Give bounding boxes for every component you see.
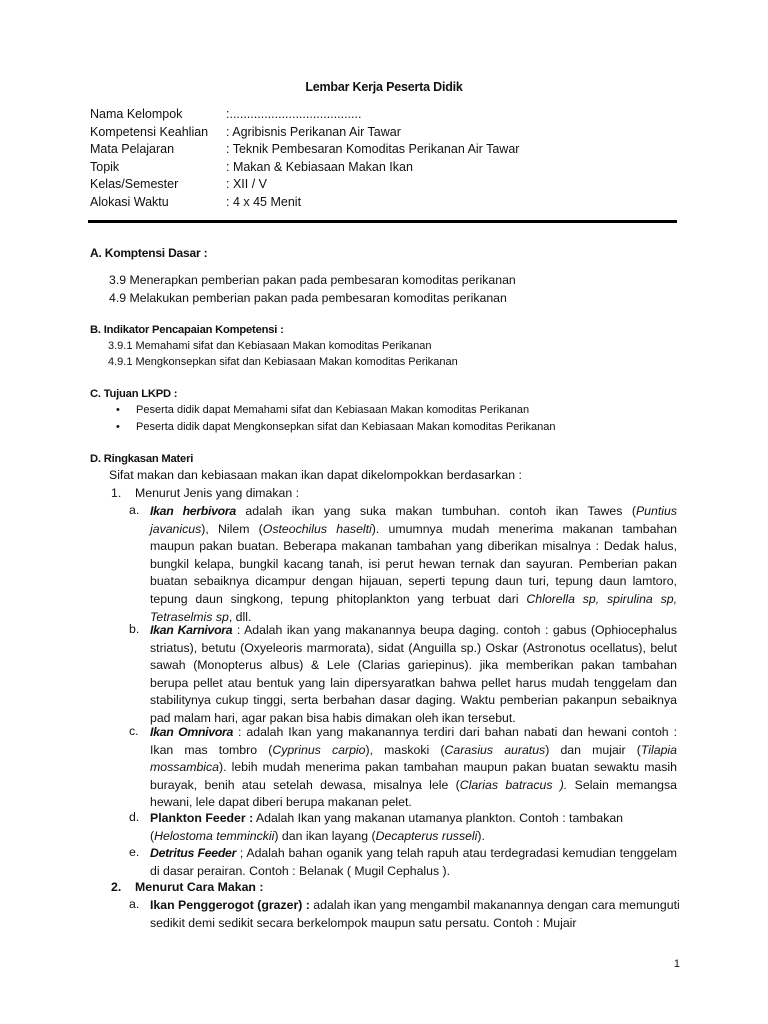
info-value: :...................................... [226, 107, 362, 121]
text-run: pad malam hari, agar pakan bisa habis dimakan oleh ikan tersebut. [150, 710, 516, 725]
text-run: ( [150, 828, 155, 843]
term-grazer: Ikan Penggerogot (grazer) : [150, 898, 310, 912]
page-title: Lembar Kerja Peserta Didik [305, 80, 463, 94]
text-run: , dll. [228, 609, 252, 624]
competency-item: 3.9 Menerapkan pemberian pakan pada pembesaran komoditas perikanan [109, 273, 516, 287]
info-label: Mata Pelajaran [90, 142, 175, 157]
page-number: 1 [673, 958, 680, 970]
section-d-intro: Sifat makan dan kebiasaan makan ikan dapat dikelompokkan berdasarkan : [109, 468, 522, 482]
group-2-title: Menurut Cara Makan : [135, 880, 264, 894]
herbivora-paragraph [150, 503, 677, 626]
text-run: Puntius [635, 504, 677, 518]
text-run: Helostoma temminckii [154, 828, 275, 843]
text-run: ), maskoki ( [365, 742, 445, 757]
section-c-heading: C. Tujuan LKPD : [90, 388, 178, 400]
info-value: : Teknik Pembesaran Komoditas Perikanan Air Tawar [226, 142, 520, 157]
text-run: striatus), betutu (Oxyeleoris marmorata), sidat (Anguilla sp.) Oskar (Astronotus ocellatus), belut [150, 640, 677, 655]
text-run: adalah ikan yang mengambil makanannya dengan cara memunguti [309, 898, 680, 912]
text-run: sawah (Monopterus albus) & Lele (Clarias gariepinus). jika memberikan pakan tambahan [150, 658, 677, 673]
text-run: Selain memangsa [567, 777, 678, 792]
text-run: javanicus [150, 521, 202, 536]
plankton-paragraph [150, 810, 677, 845]
text-run: maupun pakan buatan. Beberapa makanan tambahan yang diberikan misalnya : Dedak halus, [150, 539, 677, 554]
text-run: ), Nilem ( [201, 521, 263, 536]
info-value: : 4 x 45 Menit [226, 194, 302, 209]
text-run: bungkil kelapa, bungkil kacang tanah, isi perut hewan ternak dan sayuran. Pemberian pakan [150, 556, 677, 571]
info-row [90, 159, 519, 177]
info-row [90, 176, 519, 194]
text-run: Tetraselmis sp [150, 609, 229, 624]
info-value: : Makan & Kebiasaan Makan Ikan [226, 159, 413, 174]
info-row [90, 194, 519, 212]
text-run: : adalah Ikan yang makanannya terdiri dari bahan nabati dan hewani contoh : [233, 725, 677, 739]
info-label: Kompetensi Keahlian [90, 124, 209, 139]
info-label: Kelas/Semester [90, 177, 179, 192]
identity-table [90, 106, 519, 212]
info-label: Topik [90, 159, 120, 174]
text-run: ) dan ikan layang ( [274, 828, 376, 843]
term-herbivora: Ikan herbivora [150, 504, 236, 518]
header-divider [88, 220, 677, 223]
text-run: Ikan mas tombro ( [150, 742, 273, 757]
objective-text: Peserta didik dapat Mengkonsepkan sifat dan Kebiasaan Makan komoditas Perikanan [136, 421, 556, 433]
item-marker: d. [129, 810, 140, 824]
indicator-item: 3.9.1 Memahami sifat dan Kebiasaan Makan komoditas Perikanan [108, 340, 432, 352]
text-run: : Adalah ikan yang makanannya beupa daging. contoh : gabus (Ophiocephalus [232, 623, 678, 637]
text-run: burayak, benih atau setelah dewasa, misalnya lele ( [150, 777, 460, 792]
group-2-marker: 2. [111, 880, 122, 894]
text-run: Decapterus russeli [375, 828, 478, 843]
info-row [90, 141, 519, 159]
text-run: stabilitynya cukup tinggi, serta berbahan dasar daging. Waktu pemberian pakanpun sebaiknya [150, 693, 677, 708]
term-karnivora: Ikan Karnivora [150, 623, 233, 637]
section-d-heading: D. Ringkasan Materi [90, 453, 194, 465]
text-run: buatan sebaiknya dicampur dengan hijauan, seperti tepung daun turi, tepung daun lamtoro, [150, 574, 677, 589]
info-row [90, 106, 519, 124]
competency-item: 4.9 Melakukan pemberian pakan pada pembesaran komoditas perikanan [109, 291, 507, 305]
detritus-paragraph [150, 845, 677, 880]
item-marker: c. [129, 724, 139, 738]
objective-text: Peserta didik dapat Memahami sifat dan Kebiasaan Makan komoditas Perikanan [136, 404, 530, 416]
info-value: : Agribisnis Perikanan Air Tawar [226, 124, 401, 139]
text-run: Carasius auratus [444, 742, 546, 757]
text-run: mossambica [150, 760, 220, 775]
group-1-title: Menurut Jenis yang dimakan : [135, 486, 300, 500]
text-run: sedikit demi sedikit secara berkelompok maupun satu persatu. Contoh : Mujair [150, 915, 577, 930]
text-run: Tilapia [640, 742, 677, 757]
text-run: di dasar perairan. Contoh : Belanak ( Mugil Cephalus ). [150, 863, 451, 878]
term-plankton-feeder: Plankton Feeder : [150, 811, 254, 825]
text-run: adalah ikan yang suka makan tumbuhan. contoh ikan Tawes ( [235, 504, 636, 518]
karnivora-paragraph [150, 622, 677, 728]
text-run: ; Adalah bahan oganik yang telah rapuh atau terdegradasi kemudian tenggelam [236, 846, 677, 860]
text-run: Cyprinus carpio [272, 742, 366, 757]
item-marker: a. [129, 897, 140, 911]
text-run: ). umumnya mudah menerima makanan tambahan [371, 521, 677, 536]
text-run: ). lebih mudah menerima pakan tambahan maupun pakan buatan sewaktu masih [219, 760, 677, 775]
text-run: ) dan mujair ( [545, 742, 641, 757]
omnivora-paragraph [150, 724, 677, 812]
item-marker: b. [129, 622, 140, 636]
text-run: Osteochilus haselti [262, 521, 372, 536]
item-marker: e. [129, 845, 140, 859]
text-run: berupa pellet atau bentuk yang lain dipersyaratkan bahwa pellet harus mudah tenggelam dan [150, 675, 677, 690]
term-omnivora: Ikan Omnivora [150, 725, 234, 739]
section-a-heading: A. Komptensi Dasar : [90, 246, 208, 260]
section-b-heading: B. Indikator Pencapaian Kompetensi : [90, 324, 284, 336]
grazer-paragraph [150, 897, 680, 932]
text-run: Clarias batracus ). [459, 777, 568, 792]
text-run: Adalah Ikan yang makanan utamanya plankton. Contoh : tambakan [253, 811, 624, 825]
text-run: ). [477, 828, 485, 843]
info-row [90, 124, 519, 142]
text-run: Chlorella sp, spirulina sp, [526, 591, 677, 606]
text-run: hewani, lele dapat diberi berupa makanan pelet. [150, 795, 412, 810]
info-value: : XII / V [226, 177, 267, 192]
group-1-marker: 1. [111, 486, 122, 500]
item-marker: a. [129, 503, 140, 517]
term-detritus-feeder: Detritus Feeder [150, 846, 237, 860]
text-run: tepung daun singkong, tepung phitoplankton yang terbuat dari [150, 591, 527, 606]
info-label: Alokasi Waktu [90, 194, 169, 209]
info-label: Nama Kelompok [90, 107, 183, 121]
indicator-item: 4.9.1 Mengkonsepkan sifat dan Kebiasaan Makan komoditas Perikanan [108, 356, 458, 368]
